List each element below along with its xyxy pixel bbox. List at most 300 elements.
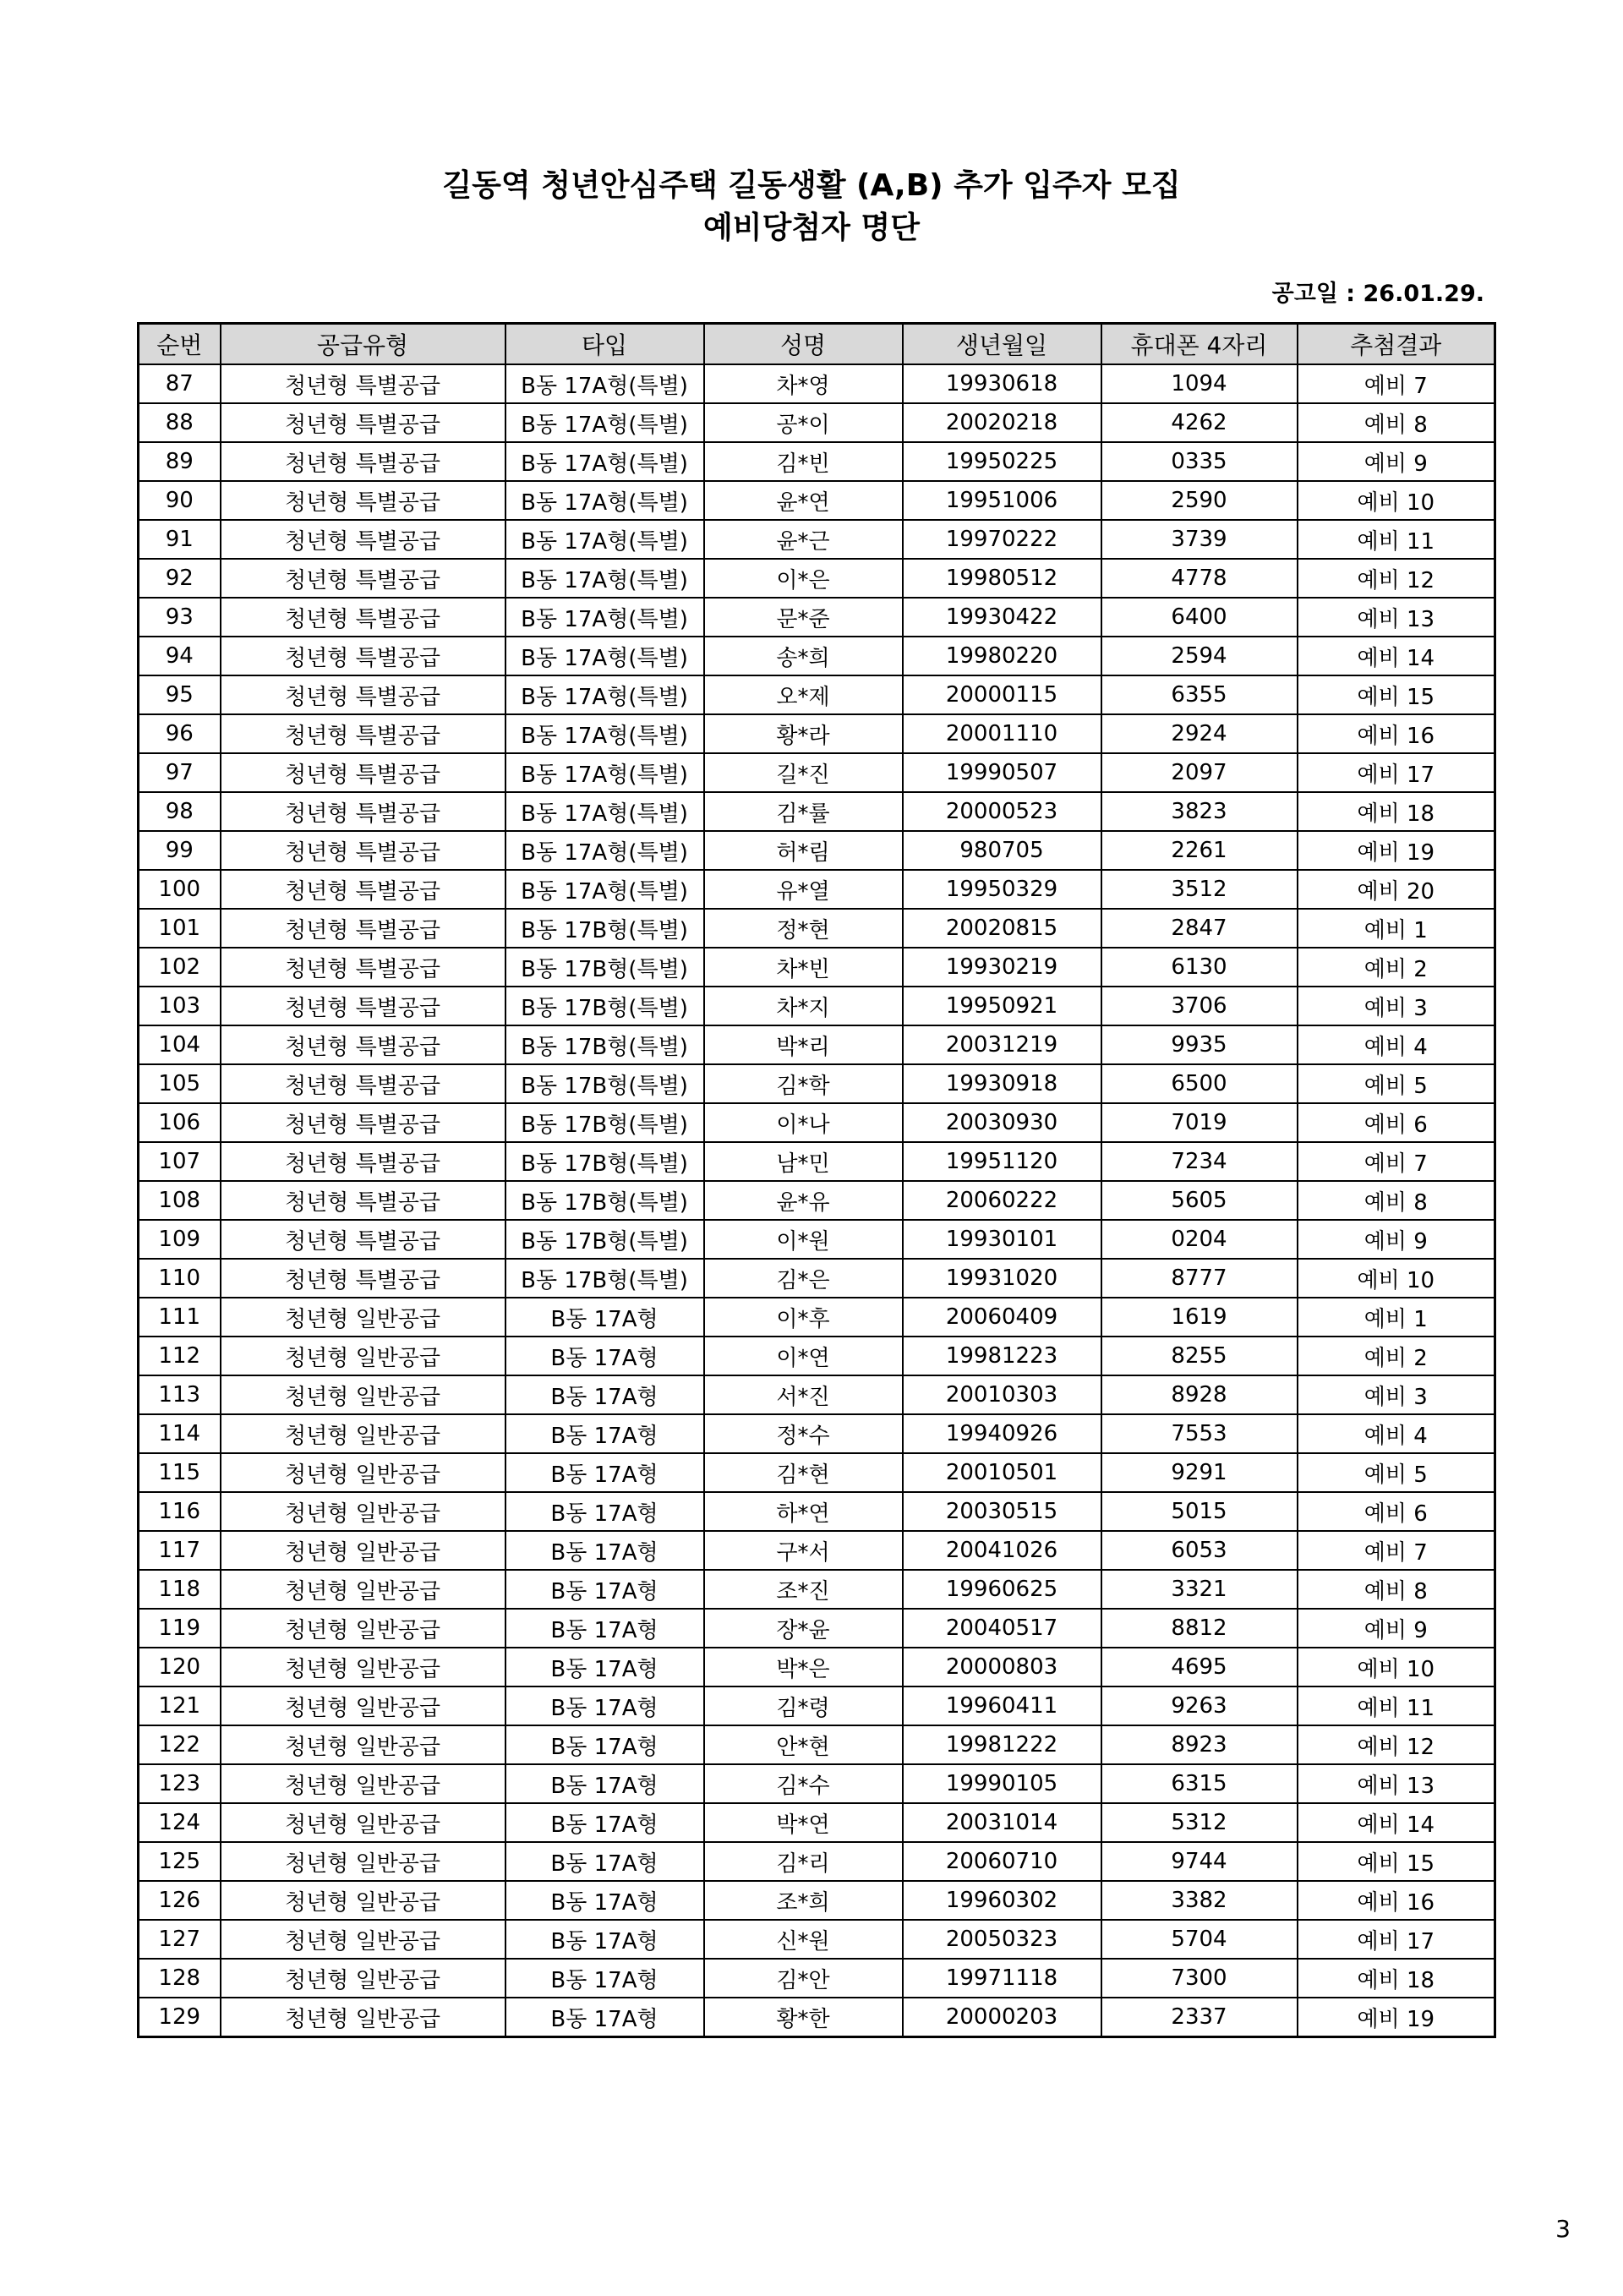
cell-supply-type: 청년형 일반공급 (221, 1453, 505, 1492)
cell-lottery-result: 예비 17 (1298, 1920, 1495, 1959)
cell-supply-type: 청년형 일반공급 (221, 1842, 505, 1881)
cell-phone-last4: 6355 (1101, 675, 1298, 714)
cell-birthdate: 20000803 (903, 1648, 1101, 1686)
cell-birthdate: 19960302 (903, 1881, 1101, 1920)
header-phone-last4: 휴대폰 4자리 (1101, 324, 1298, 365)
cell-name: 구*서 (704, 1531, 903, 1570)
cell-phone-last4: 2337 (1101, 1998, 1298, 2037)
cell-lottery-result: 예비 10 (1298, 1648, 1495, 1686)
cell-name: 남*민 (704, 1142, 903, 1181)
cell-supply-type: 청년형 특별공급 (221, 1181, 505, 1220)
cell-name: 이*후 (704, 1298, 903, 1337)
cell-birthdate: 19981223 (903, 1337, 1101, 1375)
cell-seq: 101 (139, 909, 221, 948)
cell-supply-type: 청년형 특별공급 (221, 442, 505, 481)
cell-seq: 124 (139, 1803, 221, 1842)
cell-birthdate: 19930219 (903, 948, 1101, 987)
cell-birthdate: 19950921 (903, 987, 1101, 1025)
cell-birthdate: 19950225 (903, 442, 1101, 481)
cell-phone-last4: 8812 (1101, 1609, 1298, 1648)
cell-name: 이*나 (704, 1103, 903, 1142)
table-header-row (139, 324, 1495, 365)
cell-lottery-result: 예비 2 (1298, 948, 1495, 987)
cell-unit-type: B동 17B형(특별) (505, 1025, 704, 1064)
table-row (139, 1453, 1495, 1492)
table-row (139, 1492, 1495, 1531)
table-row (139, 1375, 1495, 1414)
cell-name: 김*학 (704, 1064, 903, 1103)
cell-unit-type: B동 17B형(특별) (505, 987, 704, 1025)
cell-name: 신*원 (704, 1920, 903, 1959)
cell-birthdate: 20041026 (903, 1531, 1101, 1570)
cell-name: 허*림 (704, 831, 903, 870)
cell-seq: 107 (139, 1142, 221, 1181)
cell-seq: 117 (139, 1531, 221, 1570)
cell-name: 윤*유 (704, 1181, 903, 1220)
cell-phone-last4: 6500 (1101, 1064, 1298, 1103)
cell-birthdate: 19930101 (903, 1220, 1101, 1259)
cell-name: 윤*근 (704, 520, 903, 559)
cell-seq: 129 (139, 1998, 221, 2037)
cell-phone-last4: 9291 (1101, 1453, 1298, 1492)
cell-phone-last4: 9744 (1101, 1842, 1298, 1881)
cell-supply-type: 청년형 일반공급 (221, 1920, 505, 1959)
cell-seq: 113 (139, 1375, 221, 1414)
table-row (139, 1414, 1495, 1453)
cell-name: 김*은 (704, 1259, 903, 1298)
table-row (139, 1531, 1495, 1570)
cell-seq: 95 (139, 675, 221, 714)
cell-phone-last4: 5605 (1101, 1181, 1298, 1220)
cell-lottery-result: 예비 7 (1298, 364, 1495, 403)
cell-name: 길*진 (704, 753, 903, 792)
table-row (139, 792, 1495, 831)
cell-phone-last4: 5015 (1101, 1492, 1298, 1531)
cell-name: 이*연 (704, 1337, 903, 1375)
cell-birthdate: 19970222 (903, 520, 1101, 559)
cell-seq: 123 (139, 1764, 221, 1803)
cell-phone-last4: 3512 (1101, 870, 1298, 909)
header-birthdate: 생년월일 (903, 324, 1101, 365)
cell-phone-last4: 3706 (1101, 987, 1298, 1025)
cell-supply-type: 청년형 일반공급 (221, 1881, 505, 1920)
cell-seq: 97 (139, 753, 221, 792)
cell-seq: 125 (139, 1842, 221, 1881)
table-row (139, 1725, 1495, 1764)
cell-unit-type: B동 17A형 (505, 1609, 704, 1648)
table-row (139, 1686, 1495, 1725)
cell-unit-type: B동 17A형(특별) (505, 870, 704, 909)
cell-lottery-result: 예비 11 (1298, 520, 1495, 559)
cell-name: 장*윤 (704, 1609, 903, 1648)
cell-birthdate: 19931020 (903, 1259, 1101, 1298)
cell-phone-last4: 4695 (1101, 1648, 1298, 1686)
cell-name: 서*진 (704, 1375, 903, 1414)
cell-birthdate: 19951120 (903, 1142, 1101, 1181)
table-row (139, 714, 1495, 753)
cell-lottery-result: 예비 12 (1298, 559, 1495, 598)
cell-supply-type: 청년형 특별공급 (221, 870, 505, 909)
cell-supply-type: 청년형 일반공급 (221, 1609, 505, 1648)
cell-phone-last4: 9263 (1101, 1686, 1298, 1725)
header-lottery-result: 추첨결과 (1298, 324, 1495, 365)
table-row (139, 1142, 1495, 1181)
cell-birthdate: 19951006 (903, 481, 1101, 520)
cell-supply-type: 청년형 일반공급 (221, 1375, 505, 1414)
cell-name: 김*현 (704, 1453, 903, 1492)
cell-name: 차*영 (704, 364, 903, 403)
reserve-winner-table (137, 322, 1496, 2038)
cell-seq: 110 (139, 1259, 221, 1298)
cell-birthdate: 19930618 (903, 364, 1101, 403)
cell-lottery-result: 예비 14 (1298, 1803, 1495, 1842)
cell-phone-last4: 1619 (1101, 1298, 1298, 1337)
cell-seq: 92 (139, 559, 221, 598)
cell-unit-type: B동 17A형 (505, 1531, 704, 1570)
table-row (139, 1609, 1495, 1648)
cell-birthdate: 20000523 (903, 792, 1101, 831)
cell-lottery-result: 예비 7 (1298, 1531, 1495, 1570)
cell-unit-type: B동 17A형(특별) (505, 714, 704, 753)
cell-phone-last4: 5704 (1101, 1920, 1298, 1959)
cell-phone-last4: 7553 (1101, 1414, 1298, 1453)
cell-seq: 91 (139, 520, 221, 559)
cell-name: 조*진 (704, 1570, 903, 1609)
table-row (139, 753, 1495, 792)
cell-lottery-result: 예비 4 (1298, 1414, 1495, 1453)
cell-unit-type: B동 17B형(특별) (505, 1142, 704, 1181)
cell-unit-type: B동 17A형(특별) (505, 792, 704, 831)
cell-supply-type: 청년형 특별공급 (221, 559, 505, 598)
cell-supply-type: 청년형 일반공급 (221, 1764, 505, 1803)
table-row (139, 1103, 1495, 1142)
cell-name: 정*수 (704, 1414, 903, 1453)
table-row (139, 1025, 1495, 1064)
cell-birthdate: 20060710 (903, 1842, 1101, 1881)
cell-lottery-result: 예비 20 (1298, 870, 1495, 909)
cell-phone-last4: 6130 (1101, 948, 1298, 987)
cell-unit-type: B동 17B형(특별) (505, 1181, 704, 1220)
page-number: 3 (1555, 2215, 1571, 2243)
cell-unit-type: B동 17A형(특별) (505, 481, 704, 520)
cell-name: 황*한 (704, 1998, 903, 2037)
table-row (139, 1959, 1495, 1998)
cell-name: 박*연 (704, 1803, 903, 1842)
cell-seq: 120 (139, 1648, 221, 1686)
table-row (139, 403, 1495, 442)
cell-name: 김*령 (704, 1686, 903, 1725)
cell-lottery-result: 예비 3 (1298, 987, 1495, 1025)
cell-birthdate: 20031219 (903, 1025, 1101, 1064)
cell-lottery-result: 예비 12 (1298, 1725, 1495, 1764)
table-row (139, 1298, 1495, 1337)
table-row (139, 1881, 1495, 1920)
table-row (139, 1648, 1495, 1686)
cell-phone-last4: 6053 (1101, 1531, 1298, 1570)
cell-supply-type: 청년형 일반공급 (221, 1492, 505, 1531)
cell-supply-type: 청년형 특별공급 (221, 1064, 505, 1103)
cell-birthdate: 19981222 (903, 1725, 1101, 1764)
cell-lottery-result: 예비 14 (1298, 637, 1495, 675)
cell-seq: 128 (139, 1959, 221, 1998)
cell-seq: 88 (139, 403, 221, 442)
cell-lottery-result: 예비 16 (1298, 714, 1495, 753)
cell-phone-last4: 2590 (1101, 481, 1298, 520)
cell-seq: 96 (139, 714, 221, 753)
cell-unit-type: B동 17A형 (505, 1414, 704, 1453)
cell-seq: 127 (139, 1920, 221, 1959)
cell-unit-type: B동 17A형(특별) (505, 637, 704, 675)
cell-unit-type: B동 17A형 (505, 1453, 704, 1492)
cell-name: 송*희 (704, 637, 903, 675)
cell-lottery-result: 예비 2 (1298, 1337, 1495, 1375)
cell-unit-type: B동 17A형 (505, 1337, 704, 1375)
cell-seq: 102 (139, 948, 221, 987)
cell-phone-last4: 5312 (1101, 1803, 1298, 1842)
cell-unit-type: B동 17A형 (505, 1725, 704, 1764)
cell-unit-type: B동 17B형(특별) (505, 1220, 704, 1259)
cell-supply-type: 청년형 특별공급 (221, 481, 505, 520)
cell-seq: 109 (139, 1220, 221, 1259)
cell-birthdate: 19960411 (903, 1686, 1101, 1725)
cell-name: 문*준 (704, 598, 903, 637)
table-row (139, 1220, 1495, 1259)
cell-birthdate: 19980220 (903, 637, 1101, 675)
cell-unit-type: B동 17A형 (505, 1803, 704, 1842)
cell-birthdate: 20060409 (903, 1298, 1101, 1337)
cell-seq: 118 (139, 1570, 221, 1609)
cell-phone-last4: 2924 (1101, 714, 1298, 753)
cell-birthdate: 19990507 (903, 753, 1101, 792)
cell-unit-type: B동 17A형 (505, 1375, 704, 1414)
cell-lottery-result: 예비 10 (1298, 1259, 1495, 1298)
table-row (139, 598, 1495, 637)
cell-unit-type: B동 17A형(특별) (505, 559, 704, 598)
cell-supply-type: 청년형 일반공급 (221, 1998, 505, 2037)
cell-seq: 99 (139, 831, 221, 870)
table-row (139, 909, 1495, 948)
cell-birthdate: 20000203 (903, 1998, 1101, 2037)
cell-unit-type: B동 17B형(특별) (505, 1259, 704, 1298)
cell-lottery-result: 예비 8 (1298, 1181, 1495, 1220)
cell-supply-type: 청년형 특별공급 (221, 987, 505, 1025)
cell-unit-type: B동 17A형(특별) (505, 831, 704, 870)
cell-seq: 104 (139, 1025, 221, 1064)
cell-phone-last4: 7234 (1101, 1142, 1298, 1181)
cell-supply-type: 청년형 특별공급 (221, 831, 505, 870)
cell-lottery-result: 예비 9 (1298, 1220, 1495, 1259)
cell-unit-type: B동 17A형 (505, 1570, 704, 1609)
cell-name: 조*희 (704, 1881, 903, 1920)
cell-unit-type: B동 17A형 (505, 1842, 704, 1881)
cell-birthdate: 20001110 (903, 714, 1101, 753)
cell-supply-type: 청년형 특별공급 (221, 792, 505, 831)
table-row (139, 1337, 1495, 1375)
table-row (139, 637, 1495, 675)
cell-birthdate: 20010501 (903, 1453, 1101, 1492)
cell-supply-type: 청년형 특별공급 (221, 637, 505, 675)
cell-unit-type: B동 17A형 (505, 1764, 704, 1803)
cell-phone-last4: 3382 (1101, 1881, 1298, 1920)
cell-name: 차*지 (704, 987, 903, 1025)
cell-supply-type: 청년형 특별공급 (221, 520, 505, 559)
cell-unit-type: B동 17A형 (505, 1959, 704, 1998)
cell-unit-type: B동 17A형(특별) (505, 403, 704, 442)
cell-name: 김*수 (704, 1764, 903, 1803)
cell-phone-last4: 3321 (1101, 1570, 1298, 1609)
cell-phone-last4: 0204 (1101, 1220, 1298, 1259)
cell-name: 유*열 (704, 870, 903, 909)
cell-unit-type: B동 17A형 (505, 1920, 704, 1959)
cell-unit-type: B동 17A형(특별) (505, 675, 704, 714)
cell-lottery-result: 예비 9 (1298, 1609, 1495, 1648)
table-row (139, 1920, 1495, 1959)
cell-supply-type: 청년형 일반공급 (221, 1648, 505, 1686)
cell-unit-type: B동 17A형(특별) (505, 442, 704, 481)
table-row (139, 442, 1495, 481)
cell-phone-last4: 8255 (1101, 1337, 1298, 1375)
cell-supply-type: 청년형 특별공급 (221, 1259, 505, 1298)
announcement-date: 공고일 : 26.01.29. (1271, 281, 1484, 307)
cell-unit-type: B동 17A형 (505, 1881, 704, 1920)
cell-name: 김*안 (704, 1959, 903, 1998)
cell-lottery-result: 예비 19 (1298, 1998, 1495, 2037)
header-supply-type: 공급유형 (221, 324, 505, 365)
cell-lottery-result: 예비 11 (1298, 1686, 1495, 1725)
cell-lottery-result: 예비 6 (1298, 1492, 1495, 1531)
cell-birthdate: 20010303 (903, 1375, 1101, 1414)
cell-lottery-result: 예비 18 (1298, 792, 1495, 831)
table-row (139, 831, 1495, 870)
cell-supply-type: 청년형 특별공급 (221, 1025, 505, 1064)
cell-name: 하*연 (704, 1492, 903, 1531)
cell-phone-last4: 9935 (1101, 1025, 1298, 1064)
cell-seq: 108 (139, 1181, 221, 1220)
cell-lottery-result: 예비 9 (1298, 442, 1495, 481)
table-row (139, 1064, 1495, 1103)
cell-seq: 89 (139, 442, 221, 481)
cell-seq: 114 (139, 1414, 221, 1453)
cell-unit-type: B동 17A형 (505, 1998, 704, 2037)
cell-lottery-result: 예비 7 (1298, 1142, 1495, 1181)
table-row (139, 1181, 1495, 1220)
cell-seq: 103 (139, 987, 221, 1025)
cell-seq: 122 (139, 1725, 221, 1764)
cell-supply-type: 청년형 특별공급 (221, 948, 505, 987)
cell-seq: 115 (139, 1453, 221, 1492)
table-row (139, 1998, 1495, 2037)
cell-seq: 116 (139, 1492, 221, 1531)
cell-supply-type: 청년형 특별공급 (221, 403, 505, 442)
cell-supply-type: 청년형 일반공급 (221, 1725, 505, 1764)
cell-lottery-result: 예비 6 (1298, 1103, 1495, 1142)
cell-birthdate: 20030515 (903, 1492, 1101, 1531)
cell-phone-last4: 3739 (1101, 520, 1298, 559)
cell-lottery-result: 예비 17 (1298, 753, 1495, 792)
cell-lottery-result: 예비 8 (1298, 403, 1495, 442)
cell-phone-last4: 8923 (1101, 1725, 1298, 1764)
cell-seq: 121 (139, 1686, 221, 1725)
cell-lottery-result: 예비 10 (1298, 481, 1495, 520)
cell-unit-type: B동 17B형(특별) (505, 1064, 704, 1103)
cell-phone-last4: 2097 (1101, 753, 1298, 792)
cell-supply-type: 청년형 일반공급 (221, 1959, 505, 1998)
cell-supply-type: 청년형 특별공급 (221, 675, 505, 714)
cell-seq: 106 (139, 1103, 221, 1142)
cell-lottery-result: 예비 1 (1298, 1298, 1495, 1337)
cell-supply-type: 청년형 특별공급 (221, 1142, 505, 1181)
cell-lottery-result: 예비 3 (1298, 1375, 1495, 1414)
cell-lottery-result: 예비 16 (1298, 1881, 1495, 1920)
cell-supply-type: 청년형 특별공급 (221, 598, 505, 637)
cell-unit-type: B동 17A형(특별) (505, 520, 704, 559)
cell-lottery-result: 예비 4 (1298, 1025, 1495, 1064)
cell-phone-last4: 6400 (1101, 598, 1298, 637)
cell-supply-type: 청년형 일반공급 (221, 1531, 505, 1570)
cell-seq: 94 (139, 637, 221, 675)
cell-birthdate: 19950329 (903, 870, 1101, 909)
cell-birthdate: 19980512 (903, 559, 1101, 598)
cell-birthdate: 20031014 (903, 1803, 1101, 1842)
cell-phone-last4: 1094 (1101, 364, 1298, 403)
cell-birthdate: 20000115 (903, 675, 1101, 714)
cell-unit-type: B동 17A형 (505, 1686, 704, 1725)
cell-supply-type: 청년형 일반공급 (221, 1337, 505, 1375)
cell-phone-last4: 6315 (1101, 1764, 1298, 1803)
cell-name: 김*리 (704, 1842, 903, 1881)
cell-seq: 98 (139, 792, 221, 831)
header-name: 성명 (704, 324, 903, 365)
header-seq: 순번 (139, 324, 221, 365)
cell-birthdate: 20020218 (903, 403, 1101, 442)
cell-name: 정*현 (704, 909, 903, 948)
table-row (139, 987, 1495, 1025)
table-row (139, 1259, 1495, 1298)
header-unit-type: 타입 (505, 324, 704, 365)
cell-unit-type: B동 17B형(특별) (505, 1103, 704, 1142)
cell-supply-type: 청년형 일반공급 (221, 1803, 505, 1842)
cell-name: 이*은 (704, 559, 903, 598)
document-title: 길동역 청년안심주택 길동생활 (A,B) 추가 입주자 모집 (442, 168, 1181, 203)
cell-birthdate: 20030930 (903, 1103, 1101, 1142)
cell-phone-last4: 2594 (1101, 637, 1298, 675)
cell-birthdate: 20050323 (903, 1920, 1101, 1959)
cell-supply-type: 청년형 특별공급 (221, 909, 505, 948)
table-row (139, 1570, 1495, 1609)
cell-seq: 90 (139, 481, 221, 520)
cell-name: 안*현 (704, 1725, 903, 1764)
cell-name: 박*은 (704, 1648, 903, 1686)
table-row (139, 520, 1495, 559)
cell-birthdate: 19930918 (903, 1064, 1101, 1103)
cell-name: 김*률 (704, 792, 903, 831)
cell-seq: 111 (139, 1298, 221, 1337)
document-subtitle: 예비당첨자 명단 (703, 210, 920, 245)
cell-lottery-result: 예비 5 (1298, 1064, 1495, 1103)
cell-supply-type: 청년형 일반공급 (221, 1414, 505, 1453)
cell-lottery-result: 예비 5 (1298, 1453, 1495, 1492)
cell-name: 박*리 (704, 1025, 903, 1064)
table-row (139, 948, 1495, 987)
cell-phone-last4: 4262 (1101, 403, 1298, 442)
table-row (139, 870, 1495, 909)
cell-phone-last4: 0335 (1101, 442, 1298, 481)
cell-supply-type: 청년형 특별공급 (221, 364, 505, 403)
cell-seq: 126 (139, 1881, 221, 1920)
table-row (139, 364, 1495, 403)
cell-seq: 105 (139, 1064, 221, 1103)
cell-unit-type: B동 17A형 (505, 1492, 704, 1531)
